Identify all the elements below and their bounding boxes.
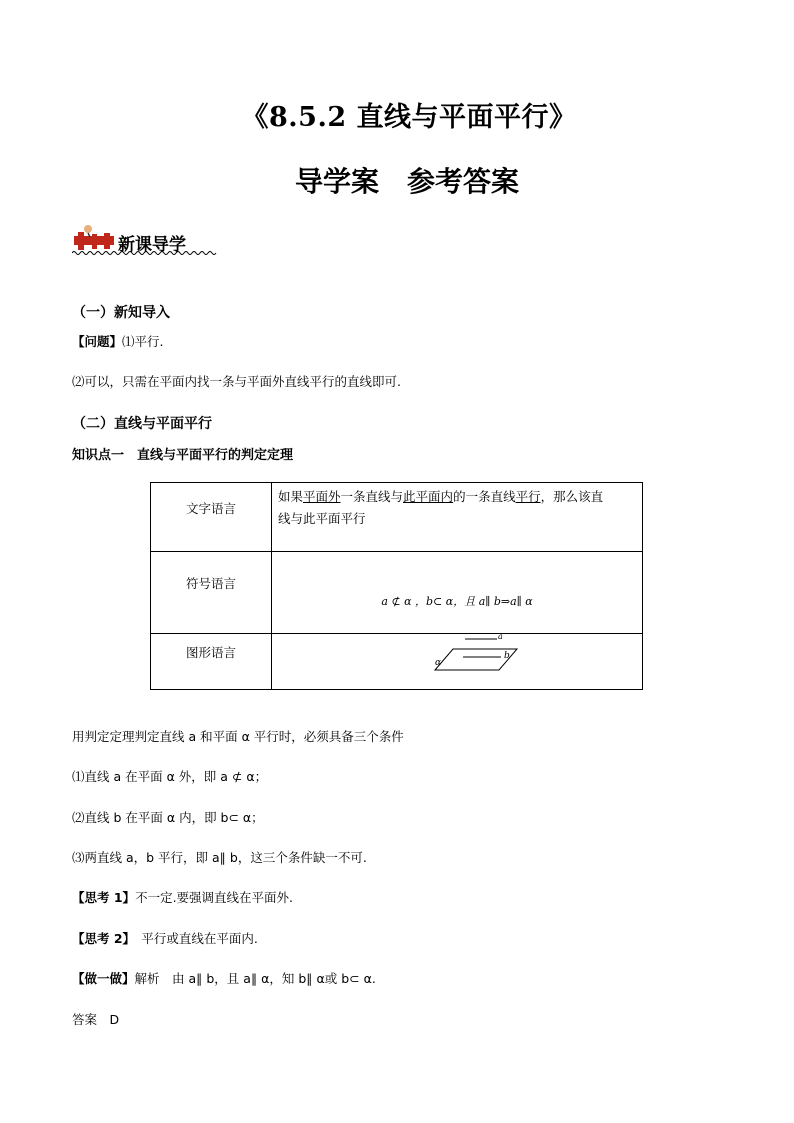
- condition-2: ⑵直线 b 在平面 α 内，即 b⊂ α；: [72, 810, 264, 825]
- knowledge-point-heading: 知识点一 直线与平面平行的判定定理: [72, 448, 294, 463]
- row-label-text: 文字语言: [151, 483, 272, 552]
- section-banner: [72, 224, 222, 260]
- think-2-tag: 【思考 2】: [72, 931, 129, 946]
- doc-subtitle: 导学案 参考答案: [294, 165, 519, 198]
- think-2-text: 平行或直线在平面内.: [128, 931, 258, 946]
- question-answer-1: ⑴平行.: [122, 334, 164, 349]
- conditions-intro: 用判定定理判定直线 a 和平面 α 平行时，必须具备三个条件: [72, 729, 404, 744]
- row-label-figure: 图形语言: [151, 634, 272, 690]
- section-heading-1: （一）新知导入: [72, 305, 170, 321]
- think-2: [72, 929, 258, 947]
- table-row: [151, 634, 643, 690]
- banner-label: 新课导学: [118, 235, 186, 255]
- question-answer-2: ⑵可以，只需在平面内找一条与平面外直线平行的直线即可.: [72, 374, 401, 389]
- answer-line: 答案 D: [72, 1012, 120, 1027]
- banner-wave-underline: [72, 250, 217, 256]
- condition-1: ⑴直线 a 在平面 α 外，即 a ⊄ α；: [72, 769, 268, 784]
- plane-line-figure: [427, 636, 527, 676]
- figure-label-a: a: [498, 632, 503, 641]
- table-row: [151, 483, 643, 552]
- question-line-1: [72, 332, 164, 350]
- condition-3: ⑶两直线 a，b 平行，即 a∥ b，这三个条件缺一不可.: [72, 850, 367, 865]
- row-label-symbol: 符号语言: [151, 552, 272, 634]
- figure-label-alpha: α: [435, 658, 442, 668]
- doc-title: 《8.5.2 直线与平面平行》: [241, 102, 577, 133]
- section-heading-2: （二）直线与平面平行: [72, 416, 212, 432]
- think-1: [72, 888, 293, 906]
- try-it: [72, 969, 376, 987]
- try-it-text: 解析 由 a∥ b，且 a∥ α，知 b∥ α或 b⊂ α.: [134, 971, 376, 986]
- row-content-symbol: [272, 552, 643, 634]
- row-content-text: 如果平面外一条直线与此平面内的一条直线平行，那么该直 线与此平面平行: [272, 483, 643, 552]
- question-tag: 【问题】: [72, 334, 123, 349]
- figure-label-b: b: [504, 651, 510, 661]
- theorem-table: [150, 482, 643, 690]
- try-it-tag: 【做一做】: [72, 971, 135, 986]
- row-content-figure: [272, 634, 643, 690]
- think-1-tag: 【思考 1】: [72, 890, 136, 905]
- think-1-text: 不一定.要强调直线在平面外.: [135, 890, 294, 905]
- symbol-formula: a ⊄ α ，b⊂ α，且 a∥ b⇒a∥ α: [381, 595, 533, 608]
- table-row: [151, 552, 643, 634]
